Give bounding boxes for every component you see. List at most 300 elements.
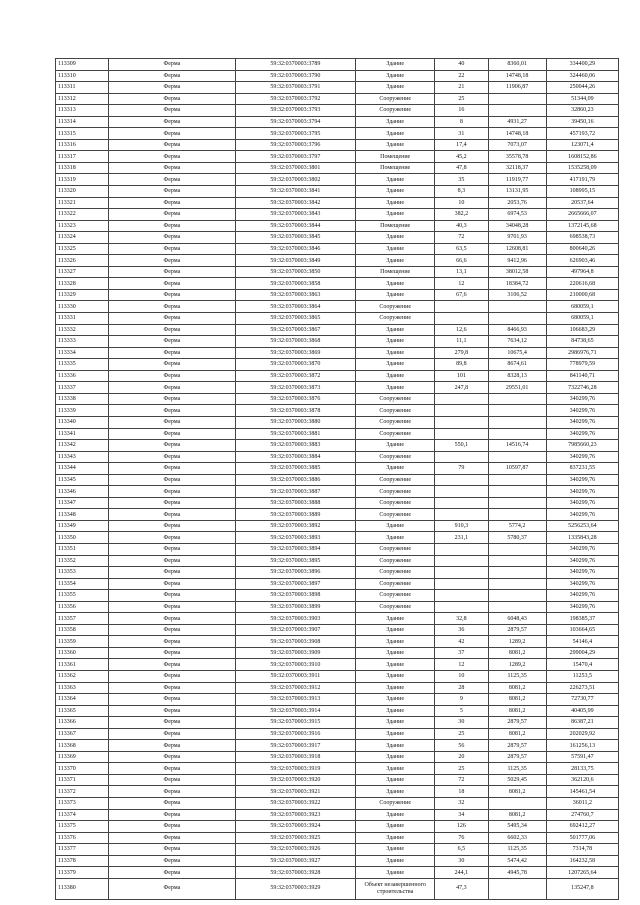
table-row (56, 405, 619, 417)
cadastral-number-cell: 59:32:0370003:3893 (235, 532, 355, 544)
table-row (56, 694, 619, 706)
specific-value-cell: 14748,18 (488, 70, 546, 82)
object-type-cell: Здание (356, 670, 435, 682)
object-name-cell: Ферма (109, 440, 235, 452)
specific-value-cell (488, 601, 546, 613)
cadastral-number-cell: 59:32:0370003:3926 (235, 844, 355, 856)
specific-value-cell: 10675,4 (488, 347, 546, 359)
cadastral-value-cell: 28133,75 (546, 763, 618, 775)
object-number-cell: 113327 (56, 266, 109, 278)
area-cell: 36 (435, 624, 488, 636)
cadastral-value-cell: 340299,76 (546, 474, 618, 486)
object-name-cell: Ферма (109, 428, 235, 440)
cadastral-value-cell: 220616,68 (546, 278, 618, 290)
specific-value-cell (488, 405, 546, 417)
cadastral-value-cell: 340299,76 (546, 555, 618, 567)
cadastral-number-cell: 59:32:0370003:3896 (235, 567, 355, 579)
cadastral-value-cell: 36011,2 (546, 798, 618, 810)
table-row (56, 336, 619, 348)
object-name-cell: Ферма (109, 520, 235, 532)
object-name-cell: Ферма (109, 278, 235, 290)
cadastral-value-cell: 202029,92 (546, 728, 618, 740)
cadastral-number-cell: 59:32:0370003:3868 (235, 336, 355, 348)
object-type-cell: Помещение (356, 151, 435, 163)
specific-value-cell: 7634,12 (488, 336, 546, 348)
area-cell: 47,3 (435, 878, 488, 899)
table-row (56, 474, 619, 486)
cadastral-value-cell: 1335843,28 (546, 532, 618, 544)
object-type-cell: Здание (356, 740, 435, 752)
object-number-cell: 113321 (56, 197, 109, 209)
cadastral-value-cell: 340299,76 (546, 451, 618, 463)
cadastral-number-cell: 59:32:0370003:3867 (235, 324, 355, 336)
object-number-cell: 113331 (56, 313, 109, 325)
object-number-cell: 113365 (56, 705, 109, 717)
object-number-cell: 113345 (56, 474, 109, 486)
object-number-cell: 113374 (56, 809, 109, 821)
area-cell: 35 (435, 174, 488, 186)
table-row (56, 359, 619, 371)
cadastral-value-cell: 103664,65 (546, 624, 618, 636)
table-row (56, 613, 619, 625)
cadastral-value-cell: 340299,76 (546, 405, 618, 417)
object-number-cell: 113318 (56, 162, 109, 174)
area-cell: 910,3 (435, 520, 488, 532)
table-row (56, 59, 619, 71)
object-name-cell: Ферма (109, 636, 235, 648)
table-row (56, 774, 619, 786)
object-type-cell: Здание (356, 728, 435, 740)
area-cell: 25 (435, 763, 488, 775)
area-cell: 5 (435, 705, 488, 717)
cadastral-number-cell: 59:32:0370003:3878 (235, 405, 355, 417)
table-row (56, 255, 619, 267)
object-type-cell: Сооружение (356, 578, 435, 590)
area-cell: 18 (435, 786, 488, 798)
object-number-cell: 113333 (56, 336, 109, 348)
cadastral-value-cell: 7985660,23 (546, 440, 618, 452)
object-number-cell: 113366 (56, 717, 109, 729)
object-name-cell: Ферма (109, 601, 235, 613)
object-name-cell: Ферма (109, 220, 235, 232)
table-row (56, 590, 619, 602)
object-name-cell: Ферма (109, 717, 235, 729)
area-cell (435, 567, 488, 579)
area-cell: 382,2 (435, 209, 488, 221)
cadastral-number-cell: 59:32:0370003:3892 (235, 520, 355, 532)
object-name-cell: Ферма (109, 647, 235, 659)
object-type-cell: Сооружение (356, 416, 435, 428)
object-number-cell: 113328 (56, 278, 109, 290)
cadastral-number-cell: 59:32:0370003:3796 (235, 139, 355, 151)
area-cell (435, 313, 488, 325)
table-row (56, 786, 619, 798)
object-number-cell: 113361 (56, 659, 109, 671)
specific-value-cell: 5780,37 (488, 532, 546, 544)
object-name-cell: Ферма (109, 659, 235, 671)
object-type-cell: Здание (356, 844, 435, 856)
cadastral-value-cell: 501777,06 (546, 832, 618, 844)
object-number-cell: 113319 (56, 174, 109, 186)
cadastral-number-cell: 59:32:0370003:3921 (235, 786, 355, 798)
cadastral-value-cell: 7322746,28 (546, 382, 618, 394)
object-type-cell: Здание (356, 636, 435, 648)
object-type-cell: Здание (356, 278, 435, 290)
area-cell (435, 486, 488, 498)
specific-value-cell: 2879,57 (488, 624, 546, 636)
specific-value-cell: 8081,2 (488, 647, 546, 659)
object-type-cell: Здание (356, 647, 435, 659)
cadastral-number-cell: 59:32:0370003:3912 (235, 682, 355, 694)
cadastral-value-cell: 145461,54 (546, 786, 618, 798)
object-number-cell: 113336 (56, 370, 109, 382)
object-number-cell: 113353 (56, 567, 109, 579)
object-name-cell: Ферма (109, 59, 235, 71)
object-number-cell: 113354 (56, 578, 109, 590)
object-type-cell: Здание (356, 532, 435, 544)
cadastral-value-cell: 340299,76 (546, 601, 618, 613)
object-number-cell: 113368 (56, 740, 109, 752)
table-row (56, 197, 619, 209)
specific-value-cell: 8081,2 (488, 694, 546, 706)
table-row (56, 70, 619, 82)
table-row (56, 486, 619, 498)
cadastral-value-cell: 57591,47 (546, 751, 618, 763)
table-row (56, 821, 619, 833)
specific-value-cell (488, 798, 546, 810)
table-row (56, 567, 619, 579)
specific-value-cell: 2879,57 (488, 717, 546, 729)
specific-value-cell: 29551,01 (488, 382, 546, 394)
table-row (56, 105, 619, 117)
object-name-cell: Ферма (109, 174, 235, 186)
object-name-cell: Ферма (109, 798, 235, 810)
cadastral-value-cell: 340299,76 (546, 578, 618, 590)
cadastral-number-cell: 59:32:0370003:3792 (235, 93, 355, 105)
cadastral-number-cell: 59:32:0370003:3897 (235, 578, 355, 590)
cadastral-value-cell: 340299,76 (546, 486, 618, 498)
object-name-cell: Ферма (109, 451, 235, 463)
object-type-cell: Объект незавершенного строительства (356, 878, 435, 899)
cadastral-number-cell: 59:32:0370003:3844 (235, 220, 355, 232)
object-name-cell: Ферма (109, 670, 235, 682)
area-cell: 30 (435, 717, 488, 729)
cadastral-value-cell: 1207265,64 (546, 867, 618, 879)
area-cell: 12,6 (435, 324, 488, 336)
cadastral-number-cell: 59:32:0370003:3876 (235, 393, 355, 405)
table-row (56, 670, 619, 682)
object-type-cell: Помещение (356, 162, 435, 174)
cadastral-number-cell: 59:32:0370003:3846 (235, 243, 355, 255)
table-row (56, 347, 619, 359)
area-cell: 32 (435, 798, 488, 810)
object-type-cell: Здание (356, 209, 435, 221)
area-cell: 72 (435, 232, 488, 244)
table-row (56, 809, 619, 821)
object-type-cell: Здание (356, 186, 435, 198)
table-row (56, 728, 619, 740)
specific-value-cell (488, 590, 546, 602)
object-name-cell: Ферма (109, 128, 235, 140)
object-type-cell: Здание (356, 197, 435, 209)
object-type-cell: Здание (356, 520, 435, 532)
cadastral-number-cell: 59:32:0370003:3887 (235, 486, 355, 498)
table-row (56, 128, 619, 140)
object-type-cell: Сооружение (356, 601, 435, 613)
cadastral-value-cell: 299004,29 (546, 647, 618, 659)
table-row (56, 174, 619, 186)
object-number-cell: 113314 (56, 116, 109, 128)
specific-value-cell: 1289,2 (488, 659, 546, 671)
specific-value-cell: 8328,13 (488, 370, 546, 382)
table-row (56, 647, 619, 659)
cadastral-number-cell: 59:32:0370003:3849 (235, 255, 355, 267)
object-name-cell: Ферма (109, 70, 235, 82)
cadastral-number-cell: 59:32:0370003:3886 (235, 474, 355, 486)
object-type-cell: Здание (356, 59, 435, 71)
specific-value-cell: 4931,27 (488, 116, 546, 128)
object-type-cell: Здание (356, 139, 435, 151)
object-name-cell: Ферма (109, 821, 235, 833)
cadastral-number-cell: 59:32:0370003:3923 (235, 809, 355, 821)
cadastral-number-cell: 59:32:0370003:3929 (235, 878, 355, 899)
object-name-cell: Ферма (109, 186, 235, 198)
table-row (56, 93, 619, 105)
object-number-cell: 113348 (56, 509, 109, 521)
object-number-cell: 113347 (56, 497, 109, 509)
specific-value-cell (488, 497, 546, 509)
object-number-cell: 113317 (56, 151, 109, 163)
cadastral-value-cell: 1372145,68 (546, 220, 618, 232)
cadastral-number-cell: 59:32:0370003:3916 (235, 728, 355, 740)
area-cell: 11,1 (435, 336, 488, 348)
object-number-cell: 113329 (56, 289, 109, 301)
cadastral-number-cell: 59:32:0370003:3899 (235, 601, 355, 613)
table-row (56, 740, 619, 752)
table-row (56, 324, 619, 336)
object-type-cell: Здание (356, 659, 435, 671)
object-number-cell: 113359 (56, 636, 109, 648)
specific-value-cell (488, 543, 546, 555)
object-number-cell: 113350 (56, 532, 109, 544)
cadastral-number-cell: 59:32:0370003:3918 (235, 751, 355, 763)
area-cell: 25 (435, 728, 488, 740)
object-number-cell: 113363 (56, 682, 109, 694)
object-number-cell: 113330 (56, 301, 109, 313)
object-type-cell: Помещение (356, 266, 435, 278)
specific-value-cell: 8081,2 (488, 682, 546, 694)
table-row (56, 705, 619, 717)
cadastral-value-cell: 2986976,71 (546, 347, 618, 359)
area-cell: 79 (435, 463, 488, 475)
cadastral-value-cell: 5256253,64 (546, 520, 618, 532)
object-name-cell: Ферма (109, 116, 235, 128)
object-name-cell: Ферма (109, 255, 235, 267)
specific-value-cell: 5474,42 (488, 855, 546, 867)
cadastral-number-cell: 59:32:0370003:3917 (235, 740, 355, 752)
cadastral-number-cell: 59:32:0370003:3797 (235, 151, 355, 163)
cadastral-value-cell: 86387,21 (546, 717, 618, 729)
object-type-cell: Сооружение (356, 543, 435, 555)
object-type-cell: Сооружение (356, 474, 435, 486)
object-name-cell: Ферма (109, 243, 235, 255)
cadastral-number-cell: 59:32:0370003:3869 (235, 347, 355, 359)
object-type-cell: Здание (356, 821, 435, 833)
specific-value-cell: 2879,57 (488, 751, 546, 763)
table-row (56, 266, 619, 278)
object-number-cell: 113356 (56, 601, 109, 613)
cadastral-number-cell: 59:32:0370003:3924 (235, 821, 355, 833)
object-name-cell: Ферма (109, 324, 235, 336)
specific-value-cell: 6048,43 (488, 613, 546, 625)
registry-table (55, 58, 619, 900)
object-number-cell: 113373 (56, 798, 109, 810)
object-name-cell: Ферма (109, 844, 235, 856)
table-row (56, 313, 619, 325)
object-type-cell: Здание (356, 370, 435, 382)
object-name-cell: Ферма (109, 728, 235, 740)
object-name-cell: Ферма (109, 497, 235, 509)
cadastral-number-cell: 59:32:0370003:3880 (235, 416, 355, 428)
table-row (56, 370, 619, 382)
object-type-cell: Сооружение (356, 301, 435, 313)
object-type-cell: Сооружение (356, 393, 435, 405)
object-number-cell: 113312 (56, 93, 109, 105)
table-row (56, 636, 619, 648)
specific-value-cell: 5029,45 (488, 774, 546, 786)
area-cell (435, 405, 488, 417)
cadastral-number-cell: 59:32:0370003:3791 (235, 82, 355, 94)
table-row (56, 832, 619, 844)
cadastral-number-cell: 59:32:0370003:3850 (235, 266, 355, 278)
object-type-cell: Здание (356, 786, 435, 798)
table-row (56, 139, 619, 151)
table-row (56, 509, 619, 521)
object-number-cell: 113344 (56, 463, 109, 475)
object-name-cell: Ферма (109, 543, 235, 555)
specific-value-cell: 5495,34 (488, 821, 546, 833)
specific-value-cell: 12608,81 (488, 243, 546, 255)
specific-value-cell: 18384,72 (488, 278, 546, 290)
object-name-cell: Ферма (109, 370, 235, 382)
area-cell: 12 (435, 659, 488, 671)
specific-value-cell: 2879,57 (488, 740, 546, 752)
area-cell: 8,3 (435, 186, 488, 198)
specific-value-cell: 11919,77 (488, 174, 546, 186)
area-cell: 126 (435, 821, 488, 833)
object-name-cell: Ферма (109, 578, 235, 590)
table-row (56, 601, 619, 613)
cadastral-value-cell: 7314,78 (546, 844, 618, 856)
object-type-cell: Сооружение (356, 555, 435, 567)
object-number-cell: 113332 (56, 324, 109, 336)
area-cell: 10 (435, 670, 488, 682)
cadastral-value-cell: 680059,1 (546, 313, 618, 325)
object-name-cell: Ферма (109, 567, 235, 579)
specific-value-cell: 14516,74 (488, 440, 546, 452)
area-cell: 22 (435, 70, 488, 82)
object-type-cell: Здание (356, 347, 435, 359)
cadastral-value-cell: 692412,27 (546, 821, 618, 833)
object-type-cell: Сооружение (356, 798, 435, 810)
area-cell: 244,1 (435, 867, 488, 879)
area-cell (435, 601, 488, 613)
cadastral-value-cell: 626903,46 (546, 255, 618, 267)
object-type-cell: Сооружение (356, 93, 435, 105)
object-type-cell: Здание (356, 116, 435, 128)
object-number-cell: 113362 (56, 670, 109, 682)
cadastral-value-cell: 226273,51 (546, 682, 618, 694)
object-number-cell: 113339 (56, 405, 109, 417)
cadastral-value-cell: 15470,4 (546, 659, 618, 671)
object-name-cell: Ферма (109, 336, 235, 348)
object-number-cell: 113310 (56, 70, 109, 82)
object-type-cell: Сооружение (356, 451, 435, 463)
object-type-cell: Здание (356, 82, 435, 94)
area-cell (435, 578, 488, 590)
specific-value-cell (488, 393, 546, 405)
area-cell: 89,8 (435, 359, 488, 371)
object-type-cell: Сооружение (356, 590, 435, 602)
cadastral-number-cell: 59:32:0370003:3928 (235, 867, 355, 879)
object-name-cell: Ферма (109, 486, 235, 498)
object-name-cell: Ферма (109, 624, 235, 636)
object-number-cell: 113309 (56, 59, 109, 71)
table-row (56, 497, 619, 509)
cadastral-number-cell: 59:32:0370003:3865 (235, 313, 355, 325)
object-number-cell: 113358 (56, 624, 109, 636)
specific-value-cell: 5774,2 (488, 520, 546, 532)
cadastral-value-cell: 210000,68 (546, 289, 618, 301)
object-type-cell: Сооружение (356, 428, 435, 440)
specific-value-cell: 3106,52 (488, 289, 546, 301)
table-row (56, 520, 619, 532)
area-cell (435, 543, 488, 555)
cadastral-value-cell: 72730,77 (546, 694, 618, 706)
table-row (56, 878, 619, 899)
cadastral-number-cell: 59:32:0370003:3794 (235, 116, 355, 128)
specific-value-cell: 8081,2 (488, 809, 546, 821)
object-type-cell: Здание (356, 717, 435, 729)
object-number-cell: 113351 (56, 543, 109, 555)
object-name-cell: Ферма (109, 613, 235, 625)
cadastral-value-cell: 161256,13 (546, 740, 618, 752)
cadastral-value-cell: 680059,1 (546, 301, 618, 313)
object-name-cell: Ферма (109, 855, 235, 867)
cadastral-number-cell: 59:32:0370003:3864 (235, 301, 355, 313)
object-type-cell: Сооружение (356, 105, 435, 117)
object-type-cell: Здание (356, 232, 435, 244)
cadastral-value-cell: 324460,06 (546, 70, 618, 82)
specific-value-cell: 38012,58 (488, 266, 546, 278)
specific-value-cell: 34048,28 (488, 220, 546, 232)
cadastral-value-cell: 20537,64 (546, 197, 618, 209)
object-name-cell: Ферма (109, 93, 235, 105)
cadastral-number-cell: 59:32:0370003:3889 (235, 509, 355, 521)
object-number-cell: 113355 (56, 590, 109, 602)
object-name-cell: Ферма (109, 359, 235, 371)
area-cell (435, 428, 488, 440)
table-row (56, 463, 619, 475)
specific-value-cell: 35578,78 (488, 151, 546, 163)
object-name-cell: Ферма (109, 162, 235, 174)
object-number-cell: 113377 (56, 844, 109, 856)
cadastral-value-cell: 2665666,07 (546, 209, 618, 221)
table-row (56, 428, 619, 440)
specific-value-cell: 9412,96 (488, 255, 546, 267)
specific-value-cell: 8466,93 (488, 324, 546, 336)
cadastral-number-cell: 59:32:0370003:3841 (235, 186, 355, 198)
